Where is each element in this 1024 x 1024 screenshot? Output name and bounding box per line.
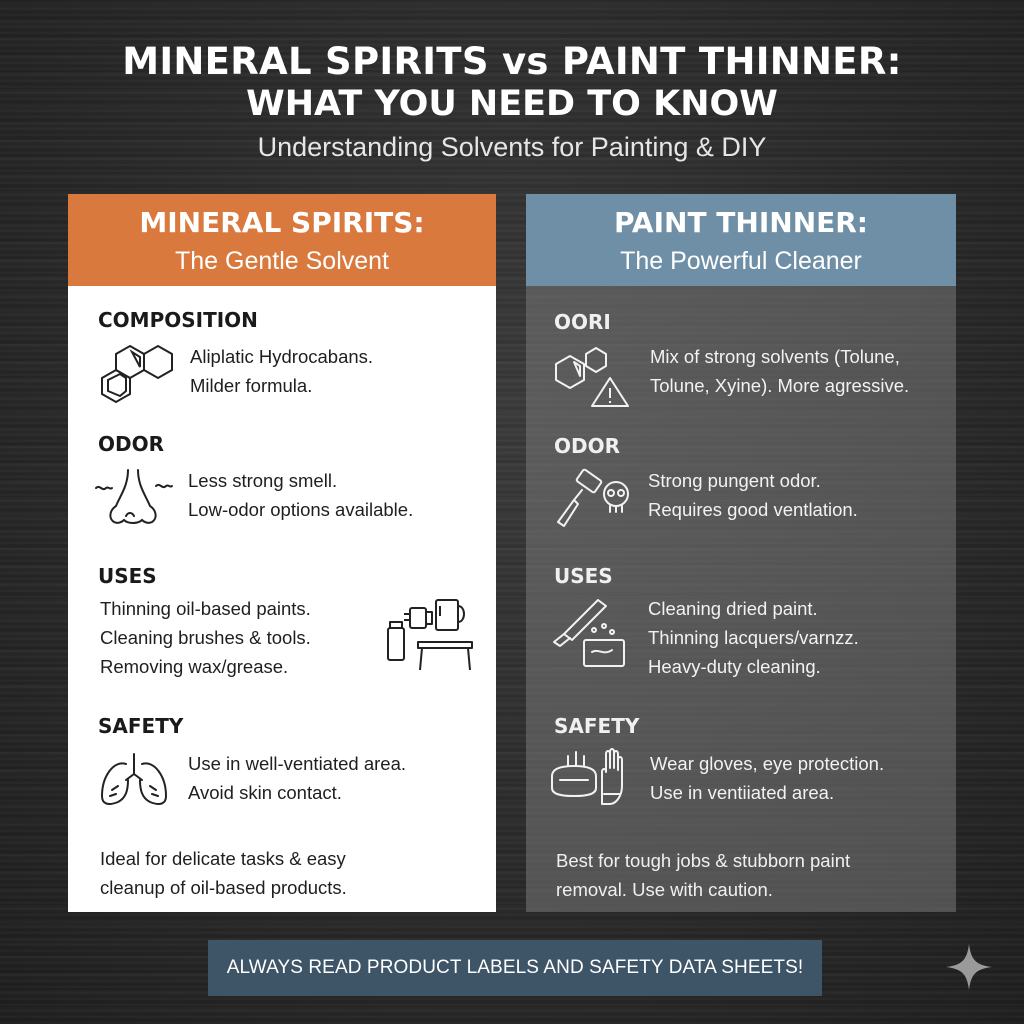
sparkle-icon <box>944 942 994 996</box>
mineral-spirits-summary <box>100 844 347 902</box>
uses-line: Thinning oil-based paints. <box>100 598 311 619</box>
composition-line: Tolune, Xyine). More agressive. <box>650 375 910 396</box>
scraper-skull-icon <box>552 468 636 530</box>
paint-thinner-title: PAINT THINNER: <box>613 206 869 239</box>
odor-text <box>648 466 858 524</box>
uses-line: Cleaning brushes & tools. <box>100 627 311 648</box>
goggles-gloves-icon <box>548 746 640 808</box>
knife-tray-icon <box>550 596 634 672</box>
composition-line: Milder formula. <box>190 375 313 396</box>
lungs-icon <box>96 750 172 808</box>
summary-line: Ideal for delicate tasks & easy <box>100 848 346 869</box>
paint-thinner-panel <box>526 194 956 912</box>
uses-line: Cleaning dried paint. <box>648 598 818 619</box>
uses-heading: USES <box>554 564 613 588</box>
uses-text <box>648 594 859 681</box>
summary-line: cleanup of oil-based products. <box>100 877 347 898</box>
composition-line: Aliplatic Hydrocabans. <box>190 346 374 367</box>
uses-text <box>100 594 311 681</box>
nose-icon <box>92 466 176 530</box>
mineral-spirits-panel <box>68 194 496 912</box>
safety-line: Use in well-ventiated area. <box>188 753 406 774</box>
odor-line: Low-odor options available. <box>188 499 414 520</box>
safety-heading: SAFETY <box>554 714 640 738</box>
paint-thinner-header <box>526 194 956 286</box>
safety-heading: SAFETY <box>98 714 184 738</box>
composition-heading: OORI <box>554 310 611 334</box>
safety-line: Use in ventiiated area. <box>650 782 835 803</box>
molecule-warning-icon <box>552 344 636 410</box>
mineral-spirits-header <box>68 194 496 286</box>
safety-line: Avoid skin contact. <box>188 782 342 803</box>
summary-line: Best for tough jobs & stubborn paint <box>556 850 851 871</box>
composition-heading: COMPOSITION <box>98 308 258 332</box>
main-subtitle: Understanding Solvents for Painting & DIY <box>257 132 767 162</box>
safety-line: Wear gloves, eye protection. <box>650 753 885 774</box>
paint-thinner-summary <box>556 846 850 904</box>
composition-line: Mix of strong solvents (Tolune, <box>650 346 900 367</box>
safety-text <box>188 749 406 807</box>
main-title-line1: MINERAL SPIRITS vs PAINT THINNER: <box>122 40 902 83</box>
uses-line: Removing wax/grease. <box>100 656 289 677</box>
uses-line: Thinning lacquers/varnzz. <box>648 627 859 648</box>
safety-reminder-banner: ALWAYS READ PRODUCT LABELS AND SAFETY DATA SHEETS! <box>208 940 822 996</box>
odor-line: Less strong smell. <box>188 470 338 491</box>
main-title-line2: WHAT YOU NEED TO KNOW <box>246 84 778 124</box>
mineral-spirits-subtitle: The Gentle Solvent <box>174 247 389 275</box>
odor-line: Requires good ventlation. <box>648 499 858 520</box>
uses-line: Heavy-duty cleaning. <box>648 656 821 677</box>
odor-text <box>188 466 413 524</box>
mineral-spirits-title: MINERAL SPIRITS: <box>139 206 425 239</box>
paint-thinner-subtitle: The Powerful Cleaner <box>620 247 862 275</box>
safety-text <box>650 749 884 807</box>
odor-heading: ODOR <box>554 434 621 458</box>
uses-heading: USES <box>98 564 157 588</box>
summary-line: removal. Use with caution. <box>556 879 773 900</box>
composition-text <box>190 342 373 400</box>
composition-text <box>650 342 909 400</box>
odor-heading: ODOR <box>98 432 165 456</box>
paint-tools-icon <box>380 594 484 674</box>
hexagon-molecule-icon <box>96 342 178 408</box>
odor-line: Strong pungent odor. <box>648 470 821 491</box>
